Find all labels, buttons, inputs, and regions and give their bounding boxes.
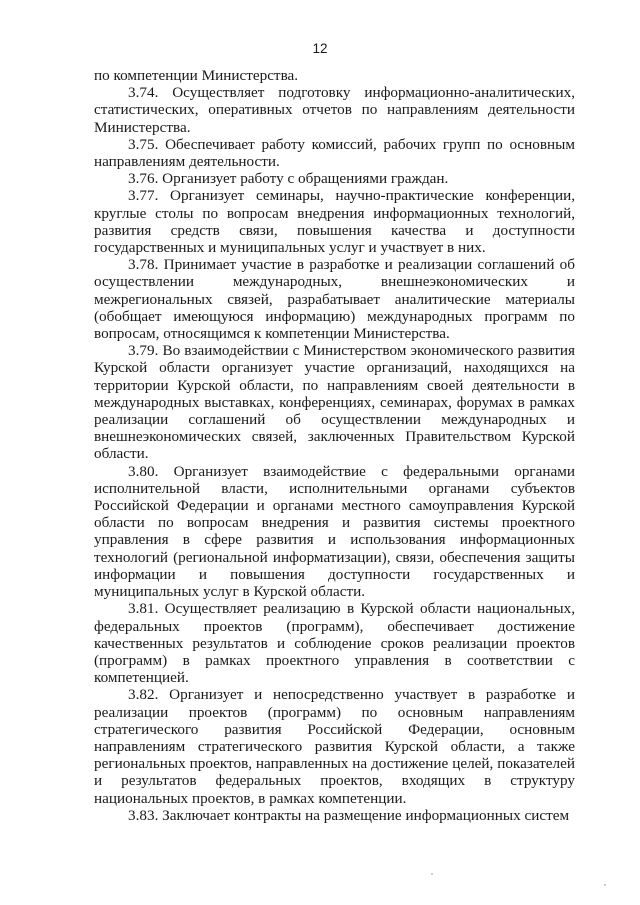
paragraph: 3.83. Заключает контракты на размещение информационных систем: [128, 806, 570, 824]
paragraph: 3.81. Осуществляет реализацию в Курской области национальных, федеральных проектов (программ), обеспечивает достижение качественных результатов и соблюдение сроков реализации проектов (программ) в рамках проектного управления в соответствии с компетенцией.: [94, 600, 575, 687]
paragraph: 3.75. Обеспечивает работу комиссий, рабочих групп по основным направлениям деятельности.: [94, 135, 575, 171]
paragraph: 3.77. Организует семинары, научно-практические конференции, круглые столы по вопросам внедрения информационных технологий, развития средств связи, повышения качества и доступности государственных и муниципальных услуг и участвует в них.: [94, 187, 575, 257]
paragraph: 3.78. Принимает участие в разработке и реализации соглашений об осуществлении международных, внешнеэкономических и межрегиональных связей, разрабатывает аналитические материалы (обобщает имеющуюся информацию) международных программ по вопросам, относящимся к компетенции Министерства.: [94, 256, 575, 343]
scan-speck: [431, 873, 433, 875]
paragraph: 3.82. Организует и непосредственно участвует в разработке и реализации проектов (программ) по основным направлениям стратегического развития Российской Федерации, основным направлениям стратегического развития Курской области, а также региональных проектов, направленных на достижение целей, показателей и результатов федеральных проектов, входящих в структуру национальных проектов, в рамках компетенции.: [94, 686, 575, 807]
paragraph: 3.79. Во взаимодействии с Министерством экономического развития Курской области организует участие организаций, находящихся на территории Курской области, по направлениям своей деятельности в международных выставках, конференциях, семинарах, форумах в рамках реализации соглашений об осуществлении международных и внешнеэкономических связей, заключенных Правительством Курской области.: [94, 342, 575, 463]
paragraph: по компетенции Министерства.: [94, 67, 299, 84]
paragraph: 3.74. Осуществляет подготовку информационно-аналитических, статистических, оперативных отчетов по направлениям деятельности Министерства.: [94, 84, 575, 136]
paragraph: 3.76. Организует работу с обращениями граждан.: [128, 170, 449, 188]
document-body: [94, 67, 575, 824]
paragraph: 3.80. Организует взаимодействие с федеральными органами исполнительной власти, исполнительными органами субъектов Российской Федерации и органами местного самоуправления Курской области по вопросам внедрения и развития системы проектного управления в сфере развития и использования информационных технологий (региональной информатизации), связи, обеспечения защиты информации и повышения доступности государственных и муниципальных услуг в Курской области.: [94, 462, 575, 601]
scan-speck: [604, 884, 606, 886]
page-number: 12: [312, 41, 328, 56]
